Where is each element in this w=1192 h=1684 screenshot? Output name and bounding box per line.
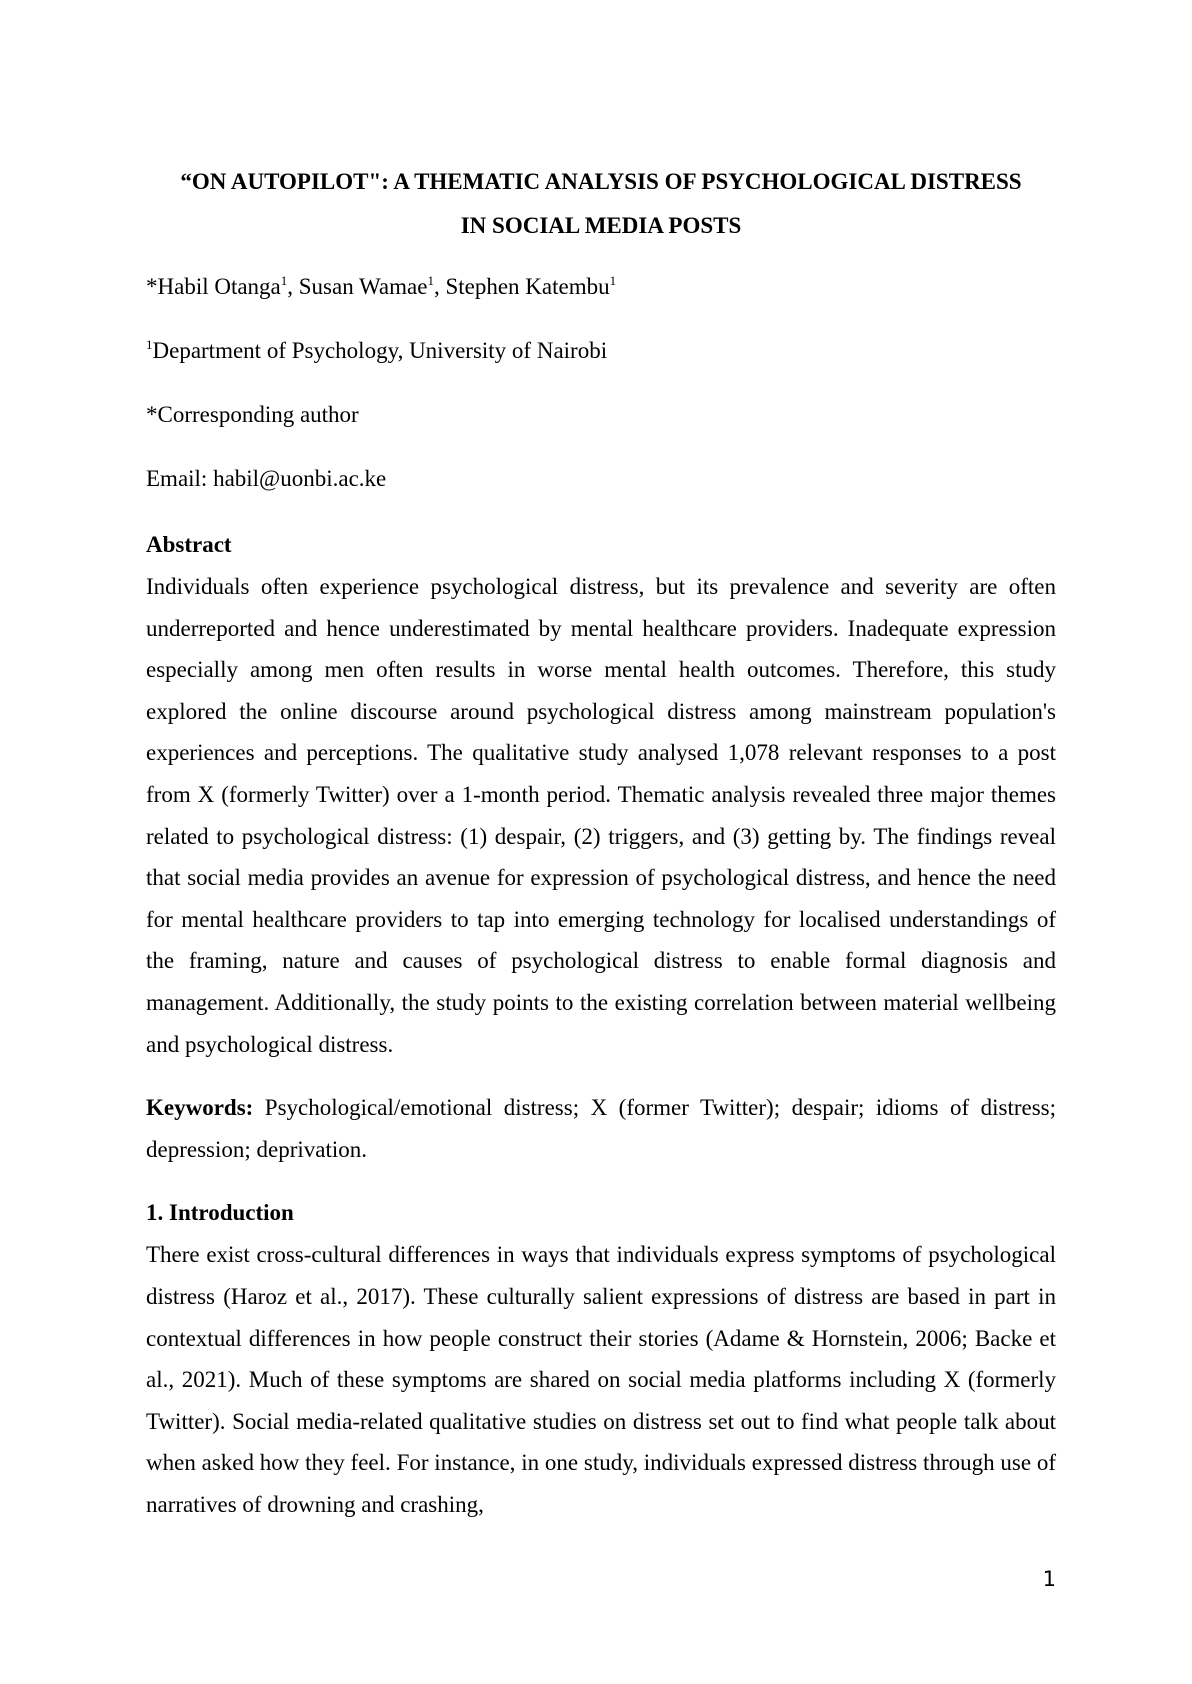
- keywords: [146, 1087, 1056, 1170]
- author-separator: ,: [433, 274, 446, 299]
- affiliation: [146, 330, 1056, 372]
- page-content: [146, 160, 1056, 1525]
- abstract-text: Individuals often experience psychological distress, but its prevalence and severity are often underreported and hence underestimated by mental healthcare providers. Inadequate expression especially among men often results in worse mental health outcomes. Therefore, this study explored the online discourse around psychological distress among mainstream population's experiences and perceptions. The qualitative study analysed 1,078 relevant responses to a post from X (formerly Twitter) over a 1-month period. Thematic analysis revealed three major themes related to psychological distress: (1) despair, (2) triggers, and (3) getting by. The findings reveal that social media provides an avenue for expression of psychological distress, and hence the need for mental healthcare providers to tap into emerging technology for localised understandings of the framing, nature and causes of psychological distress to enable formal diagnosis and management. Additionally, the study points to the existing correlation between material wellbeing and psychological distress.: [146, 574, 1056, 1057]
- keywords-text: Psychological/emotional distress; X (former Twitter); despair; idioms of distress; depression; deprivation.: [146, 1095, 1056, 1162]
- contact-email: Email: habil@uonbi.ac.ke: [146, 466, 387, 491]
- introduction-heading: 1. Introduction: [146, 1200, 294, 1226]
- introduction-text: There exist cross-cultural differences in ways that individuals express symptoms of psychological distress (Haroz et al., 2017). These culturally salient expressions of distress are based in part in contextual differences in how people construct their stories (Adame & Hornstein, 2006; Backe et al., 2021). Much of these symptoms are shared on social media platforms including X (formerly Twitter). Social media-related qualitative studies on distress set out to find what people talk about when asked how they feel. For instance, in one study, individuals expressed distress through use of narratives of drowning and crashing,: [146, 1242, 1056, 1517]
- affiliation-marker: 1: [280, 273, 288, 288]
- author-name: Stephen Katembu: [445, 274, 610, 299]
- abstract-heading: Abstract: [146, 532, 232, 557]
- affiliation-marker: 1: [427, 273, 434, 288]
- paper-title: [136, 160, 1066, 248]
- keywords-label: Keywords:: [146, 1095, 254, 1121]
- affiliation-marker: 1: [609, 273, 617, 288]
- author-name: *Habil Otanga: [146, 274, 281, 299]
- author-list: [146, 266, 1056, 308]
- page-number: 1: [1042, 1567, 1056, 1591]
- corresponding-author-note: *Corresponding author: [146, 402, 359, 427]
- affiliation-text: Department of Psychology, University of Nairobi: [152, 338, 608, 363]
- affiliation-marker: 1: [146, 337, 153, 352]
- author-separator: ,: [287, 274, 299, 299]
- title-line-1: “ON AUTOPILOT": A THEMATIC ANALYSIS OF PSYCHOLOGICAL DISTRESS: [180, 169, 1022, 194]
- title-line-2: IN SOCIAL MEDIA POSTS: [460, 213, 742, 238]
- author-name: Susan Wamae: [298, 274, 428, 299]
